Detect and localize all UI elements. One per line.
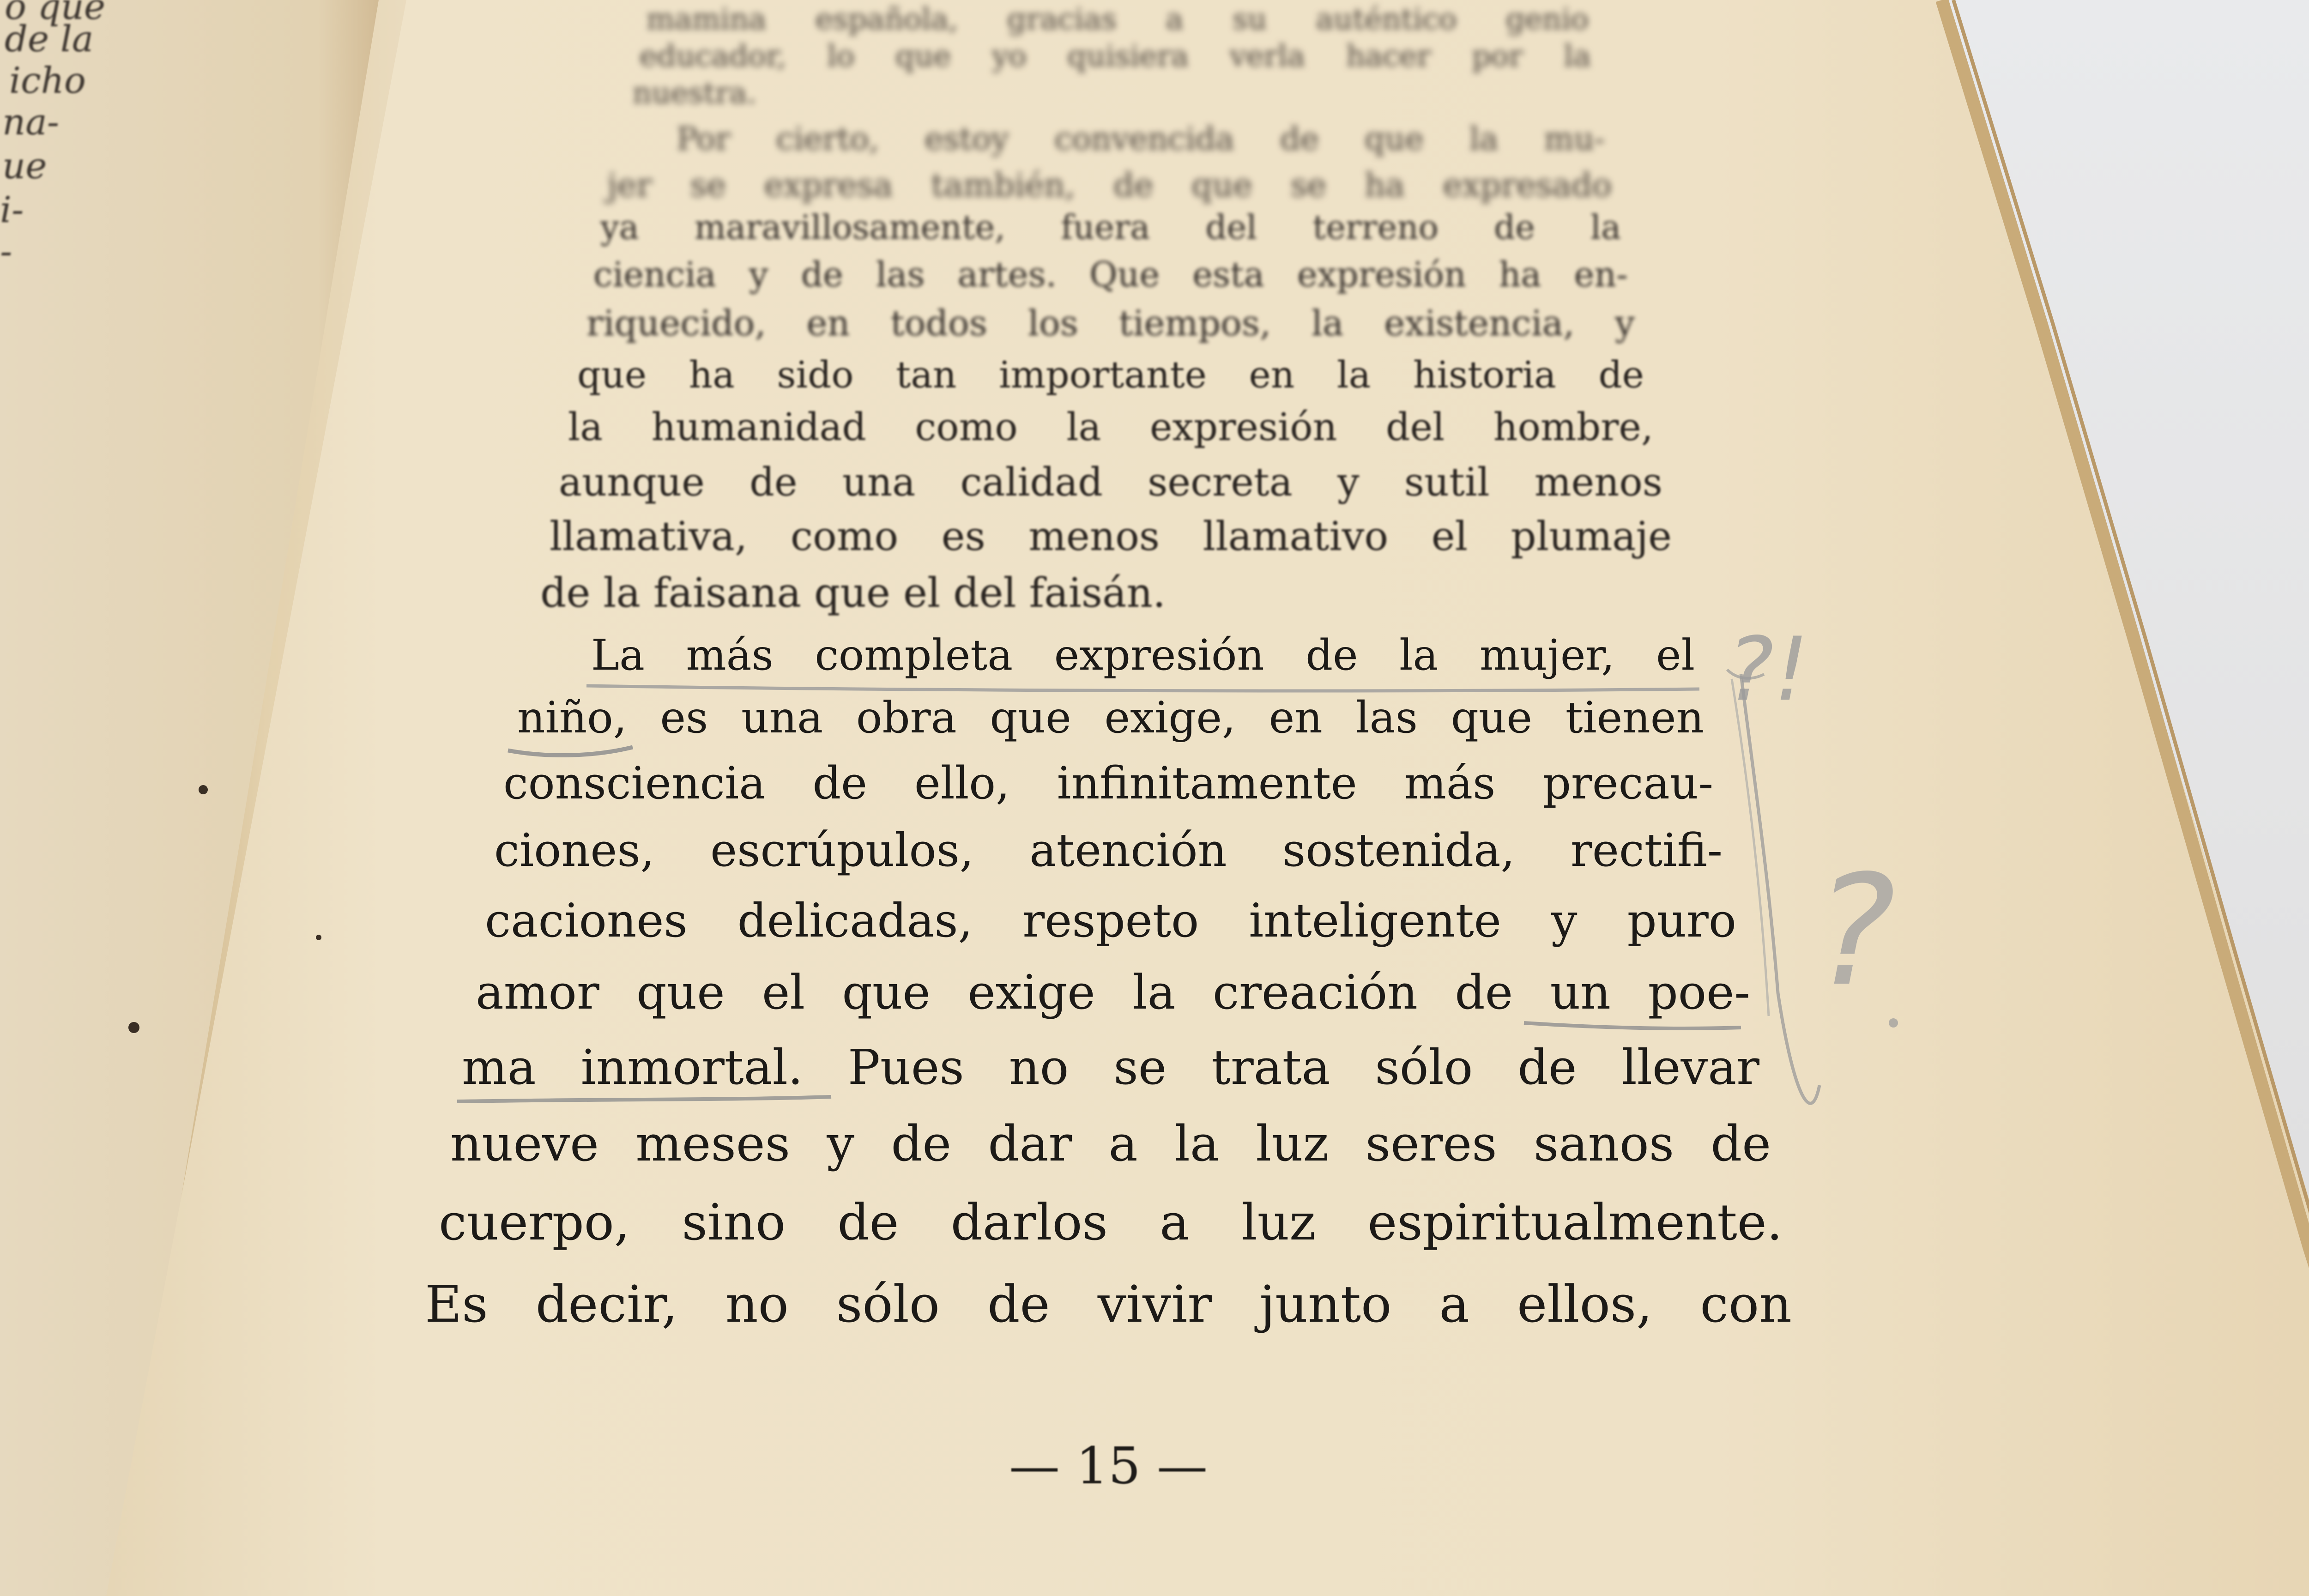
text-line: aunque de una calidad secreta y sutil menos: [559, 459, 1662, 505]
text-line: llamativa, como es menos llamativo el plumaje: [550, 514, 1672, 560]
text-line: amor que el que exige la creación de un poe-: [476, 965, 1750, 1020]
text-line: caciones delicadas, respeto inteligente y puro: [485, 894, 1736, 948]
text-line: niño, es una obra que exige, en las que tienen: [517, 693, 1704, 743]
pencil-mark: ?: [1815, 842, 1896, 1020]
left-fragment: i-: [0, 189, 24, 231]
text-line: jer se expresa también, de que se ha expresado: [607, 166, 1612, 204]
text-line: ya maravillosamente, fuera del terreno de la: [600, 208, 1621, 247]
text-line: consciencia de ello, infinitamente más precau-: [503, 757, 1713, 809]
pencil-mark: ?!: [1727, 618, 1809, 720]
text-line: de la faisana que el del faisán.: [540, 569, 1166, 617]
left-fragment: -: [0, 231, 12, 272]
left-fragment: ue: [2, 145, 47, 187]
text-line: educador, lo que yo quisiera verla hacer por la: [640, 39, 1591, 73]
text-line: ciencia y de las artes. Que esta expresión ha en-: [593, 255, 1628, 295]
text-line: ma inmortal. Pues no se trata sólo de llevar: [462, 1039, 1759, 1095]
text-line: mamina española, gracias a su auténtico genio: [647, 2, 1589, 36]
left-fragment: icho: [9, 60, 86, 102]
text-line: Por cierto, estoy convencida de que la mu-: [677, 121, 1605, 157]
text-line: ciones, escrúpulos, atención sostenida, rectifi-: [494, 824, 1723, 877]
text-line: nueve meses y de dar a la luz seres sanos de: [450, 1115, 1771, 1172]
pencil-underline: [1524, 1023, 1741, 1028]
left-fragment: na-: [2, 102, 60, 143]
page-number: — 15 —: [1009, 1436, 1208, 1495]
text-line: cuerpo, sino de darlos a luz espiritualmente.: [439, 1194, 1783, 1251]
pencil-underline: [508, 747, 633, 755]
pencil-underline: [457, 1097, 831, 1101]
left-fragment: de la: [5, 18, 94, 60]
text-line: La más completa expresión de la mujer, el: [591, 630, 1695, 680]
pencil-margin-line: [1741, 674, 1819, 1103]
text-line: Es decir, no sólo de vivir junto a ellos, con: [425, 1275, 1792, 1334]
text-line: riquecido, en todos los tiempos, la existencia, y: [586, 302, 1635, 344]
text-line: que ha sido tan importante en la historia de: [577, 353, 1644, 396]
text-line: la humanidad como la expresión del hombre,: [568, 405, 1653, 449]
pencil-underline: [586, 686, 1699, 691]
text-line: nuestra.: [633, 76, 756, 110]
left-fragment: o que: [5, 0, 106, 28]
